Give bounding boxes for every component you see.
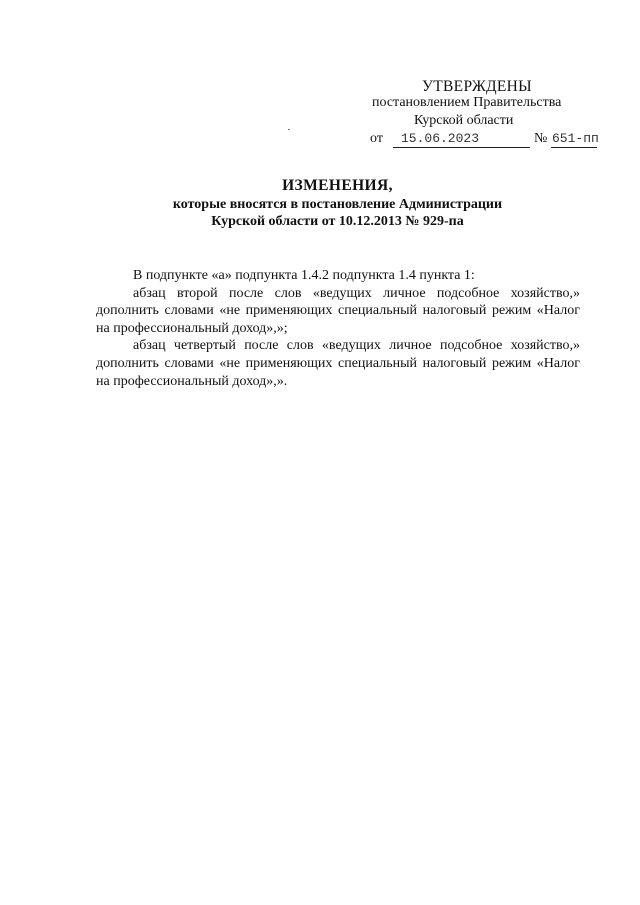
date-value: 15.06.2023 [401, 131, 480, 146]
approval-region: Курской области [414, 113, 514, 128]
heading-subtitle-line1: которые вносятся в постановление Администрации [172, 197, 503, 212]
body-paragraph-second: абзац второй после слов «ведущих личное подсобное хозяйство,» дополнить словами «не применяющих специальный налоговый режим «Налог на профессиональный доход»,»; [96, 285, 580, 336]
document-heading [95, 176, 580, 230]
number-prefix: № [534, 131, 548, 146]
heading-title: ИЗМЕНЕНИЯ, [282, 177, 393, 194]
body-paragraph-intro: В подпункте «а» подпункта 1.4.2 подпункта 1.4 пункта 1: [133, 268, 475, 283]
heading-subtitle-line2: Курской области от 10.12.2013 № 929-па [211, 214, 464, 229]
approval-date-row [370, 131, 600, 151]
approval-authority: постановлением Правительства [372, 95, 562, 110]
number-value: 651-пп [552, 131, 599, 146]
approval-title: УТВЕРЖДЕНЫ [422, 78, 532, 95]
scan-speck [288, 129, 290, 130]
document-body [96, 267, 580, 390]
body-paragraph-fourth: абзац четвертый после слов «ведущих личное подсобное хозяйство,» дополнить словами «не применяющих специальный налоговый режим «Налог на профессиональный доход»,». [96, 338, 580, 389]
number-field [551, 131, 597, 148]
date-prefix: от [370, 131, 383, 146]
date-field [393, 131, 530, 148]
